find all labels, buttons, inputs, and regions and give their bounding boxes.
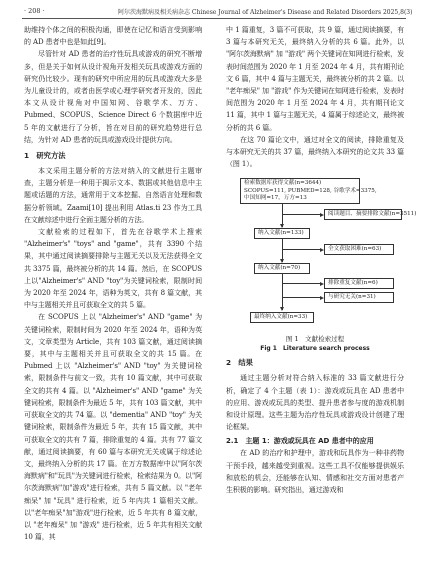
figure-caption-cn: 图 1 文献检索过程 (285, 335, 345, 344)
section-heading-results: 2 结果 (226, 358, 253, 368)
left-column (24, 24, 202, 543)
right-column (226, 24, 417, 496)
flow-connector (282, 283, 322, 284)
flow-box-unrelated: 与研究无关(n=31) (324, 292, 394, 303)
paragraph: 本文采用主题分析的方法对纳入的文献进行主题审查，主题分析是一种用于揭示文本、数据或其他信息中主题或话题的方法，通常用于文本挖掘、自然语言处理和数据分析领域。Zaami[10] 提出利用 Atlas.ti 23 作为工具在文献综述中进行全面主题分析的方法。 (24, 167, 202, 224)
header-rule (22, 18, 406, 19)
journal-title: 阿尔茨海默病及相关病杂志 Chinese Journal of Alzheimer's Disease and Related Disorders 2025,8(3) (118, 9, 413, 16)
page-number: · 208 · (24, 7, 45, 15)
flow-connector (282, 297, 322, 298)
paragraph: 中 1 篇重复，3 篇不可获取，共 9 篇，通过阅读摘要，有 3 篇与本研究无关，最终纳入分析的共 6 篇。此外，以 "阿尔茨海默病" 加 "游戏" 两个关键词在知网进行检索，发表时间范围为 2020 年 1 月至 2024 年 4 月，共有期刊论文 6 篇，其中 4 篇与主题无关，最终被分析的共 2 篇。以 "老年痴呆" 加 "游戏" 作为关键词在知网进行检索，发表时间范围为 2020 年 1 月至 2024 年 4 月，共有期刊论文 11 篇，其中 1 篇与主题无关，4 篇属于综述论文，最终被分析的共 6 篇。 (226, 26, 404, 132)
flow-text: SCOPUS=111, PUBMED=128, 谷歌学术=3375, (244, 187, 377, 194)
flow-box-final: 最终纳入文献(n=33) (250, 312, 314, 323)
flow-connector (282, 214, 322, 215)
paragraph: 尽管针对 AD 患者的治疗性玩具或游戏的研究不断增多，但是关于如何从设计视角开发相关玩具或游戏方面的研究仍比较少。现有的研究中所应用的玩具或游戏大多是为儿童设计的，或者由医学或心理学研究者开发的，因此本文从设计视角对中国知网、谷歌学术、万方、Pubmed、SCOPUS、Science Direct 6 个数据库中近 5 年的文献进行了分析，旨在对目前的研究趋势进行总结，为针对 AD 患者的玩具或游戏设计提供方向。 (24, 50, 202, 144)
flow-connector (282, 274, 283, 310)
flow-box-exclude-fulltext: 全文获取困难(n=63) (324, 244, 394, 255)
paragraph: 文献检索的过程如下，首先在谷歌学术上搜索 "Alzheimer's" "toys" and "game"，共有 3390 个结果，其中通过阅读摘要排除与主题无关以及无法获得全文共 3375 篇，最终被分析的共 14 篇。然后，在 SCOPUS 上以"Alzheimer's" AND "toy"为关键词检索，限制时间为 2020 年至 2024 年，语种为英文，共有 8 篇文献，其中与主题相关并且可获取全文的共 5 篇。 (24, 228, 202, 310)
flow-box-exclude-abstract: 阅读题目、摘要排除文献(n=3511) (324, 209, 402, 220)
literature-flowchart (226, 176, 417, 331)
flow-text: 中国知网=17，万方=13 (244, 195, 307, 202)
paragraph: 在 AD 的治疗和护理中，游戏和玩具作为一种非药物干预手段，越来越受到重视。这些工具不仅能够提供娱乐和放松的机会，还能够在认知、情感和社交方面对患者产生积极的影响。研究指出，通过游戏和 (226, 449, 404, 495)
flow-box-search (240, 178, 377, 204)
section-heading-methods: 1 研究方法 (24, 151, 66, 161)
flow-connector (282, 249, 322, 250)
flow-box-duplicate: 排除重复文献(n=6) (324, 278, 394, 289)
figure-caption-en: Fig 1 Literature search process (260, 345, 370, 353)
page-header (0, 0, 427, 22)
paragraph: 通过主题分析对符合纳入标准的 33 篇文献进行分析，确定了 4 个主题（表 1）：游戏或玩具在 AD 患者中的应用、游戏或玩具的类型、提升患者参与度的游戏机制和设计原理。这些主题为治疗性玩具或游戏设计创建了理论框架。 (226, 374, 404, 432)
subsection-heading: 2.1 主题 1：游戏或玩具在 AD 患者中的应用 (226, 437, 374, 446)
flow-box-included-2: 纳入文献(n=70) (254, 263, 310, 274)
paragraph: 在 SCOPUS 上以 "Alzheimer's" AND "game" 为关键词检索，限制时间为 2020 年至 2024 年，语种为英文，文章类型为 Article，共有 103 篇文献，通过阅读摘要，其中与主题相关并且可获取全文的共 15 篇。在 Pubmed 上以 "Alzheimer's" AND "toy" 为关键词检索，限制条件与前文一致，共有 10 篇文献，其中可获取全文的共有 4 篇。以 "Alzheimer's" AND "game" 为关键词检索，限制条件为最近 5 年，共有 103 篇文献，其中可获取全文的共 74 篇。以 "dementia" AND "toy" 为关键词检索，限制条件为最近 5 年，共有 15 篇文献，其中可获取全文的共有 7 篇，排除重复的 4 篇。共有 77 篇文献，通过阅读摘要，有 60 篇与本研究无关或属于综述论文，最终纳入分析的共 17 篇。在万方数据库中以"阿尔茨海默病"和"玩具"为关键词进行检索，检索结果为 0。以"阿尔茨海默病"加"游戏"进行检索，共有 5 篇文献。以 "老年痴呆" 加 "玩具" 进行检索，近 5 年内共 1 篇相关文献。以"老年痴呆"加"游戏"进行检索，近 5 年共有 8 篇文献，以 "老年痴呆" 加 "游戏" 进行检索，近 5 年共有相关文献 10 篇，其 (24, 313, 202, 542)
flow-text: 检索数据库获得文献(n=3644) (244, 180, 322, 187)
paragraph: 在这 70 篇论文中，通过对全文的阅读，排除重复及与本研究无关的共 37 篇，最终纳入本研究的论文共 33 篇（图 1）。 (226, 135, 404, 169)
flow-box-included-1: 纳入文献(n=133) (254, 228, 310, 239)
paragraph: 助维持个体之间的积极沟通，即使在记忆和语言受到影响的 AD 患者中也是如此[9]。 (24, 26, 202, 47)
flow-arrow (280, 307, 284, 311)
